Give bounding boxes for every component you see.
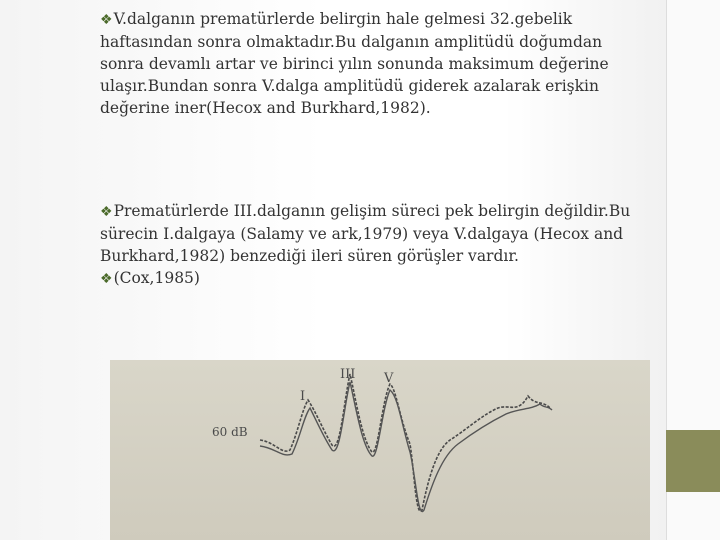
peak-label-III: III bbox=[340, 367, 356, 382]
side-panel-top bbox=[666, 0, 720, 430]
side-panel-accent bbox=[666, 430, 720, 492]
paragraph-2-text: Prematürlerde III.dalganın gelişim süreci pek belirgin değildir.Bu sürecin I.dalgaya (Salamy ve ark,1979) veya V.dalgaya (Hecox and Burkhard,1982) benzediği ileri süren görüşler vardır. bbox=[100, 202, 631, 265]
diamond-bullet-icon: ❖ bbox=[100, 271, 113, 287]
peak-label-I: I bbox=[300, 389, 306, 404]
peak-label-V: V bbox=[384, 371, 394, 386]
paragraph-1-text: V.dalganın prematürlerde belirgin hale gelmesi 32.gebelik haftasından sonra olmaktadır.Bu dalganın amplitüdü doğumdan sonra devamlı artar ve birinci yılın sonunda maksimum değerine ulaşır.Bundan sonra V.dalga amplitüdü giderek azalarak erişkin değerine iner(Hecox and Burkhard,1982). bbox=[100, 10, 609, 117]
paragraph-2 bbox=[100, 200, 640, 290]
diamond-bullet-icon: ❖ bbox=[100, 204, 113, 220]
paragraph-3-text: (Cox,1985) bbox=[113, 269, 200, 287]
paragraph-1 bbox=[100, 8, 640, 119]
diamond-bullet-icon: ❖ bbox=[100, 12, 113, 28]
level-label: 60 dB bbox=[212, 425, 248, 439]
side-panel-bottom bbox=[666, 492, 720, 540]
waveform-photo bbox=[110, 360, 650, 540]
